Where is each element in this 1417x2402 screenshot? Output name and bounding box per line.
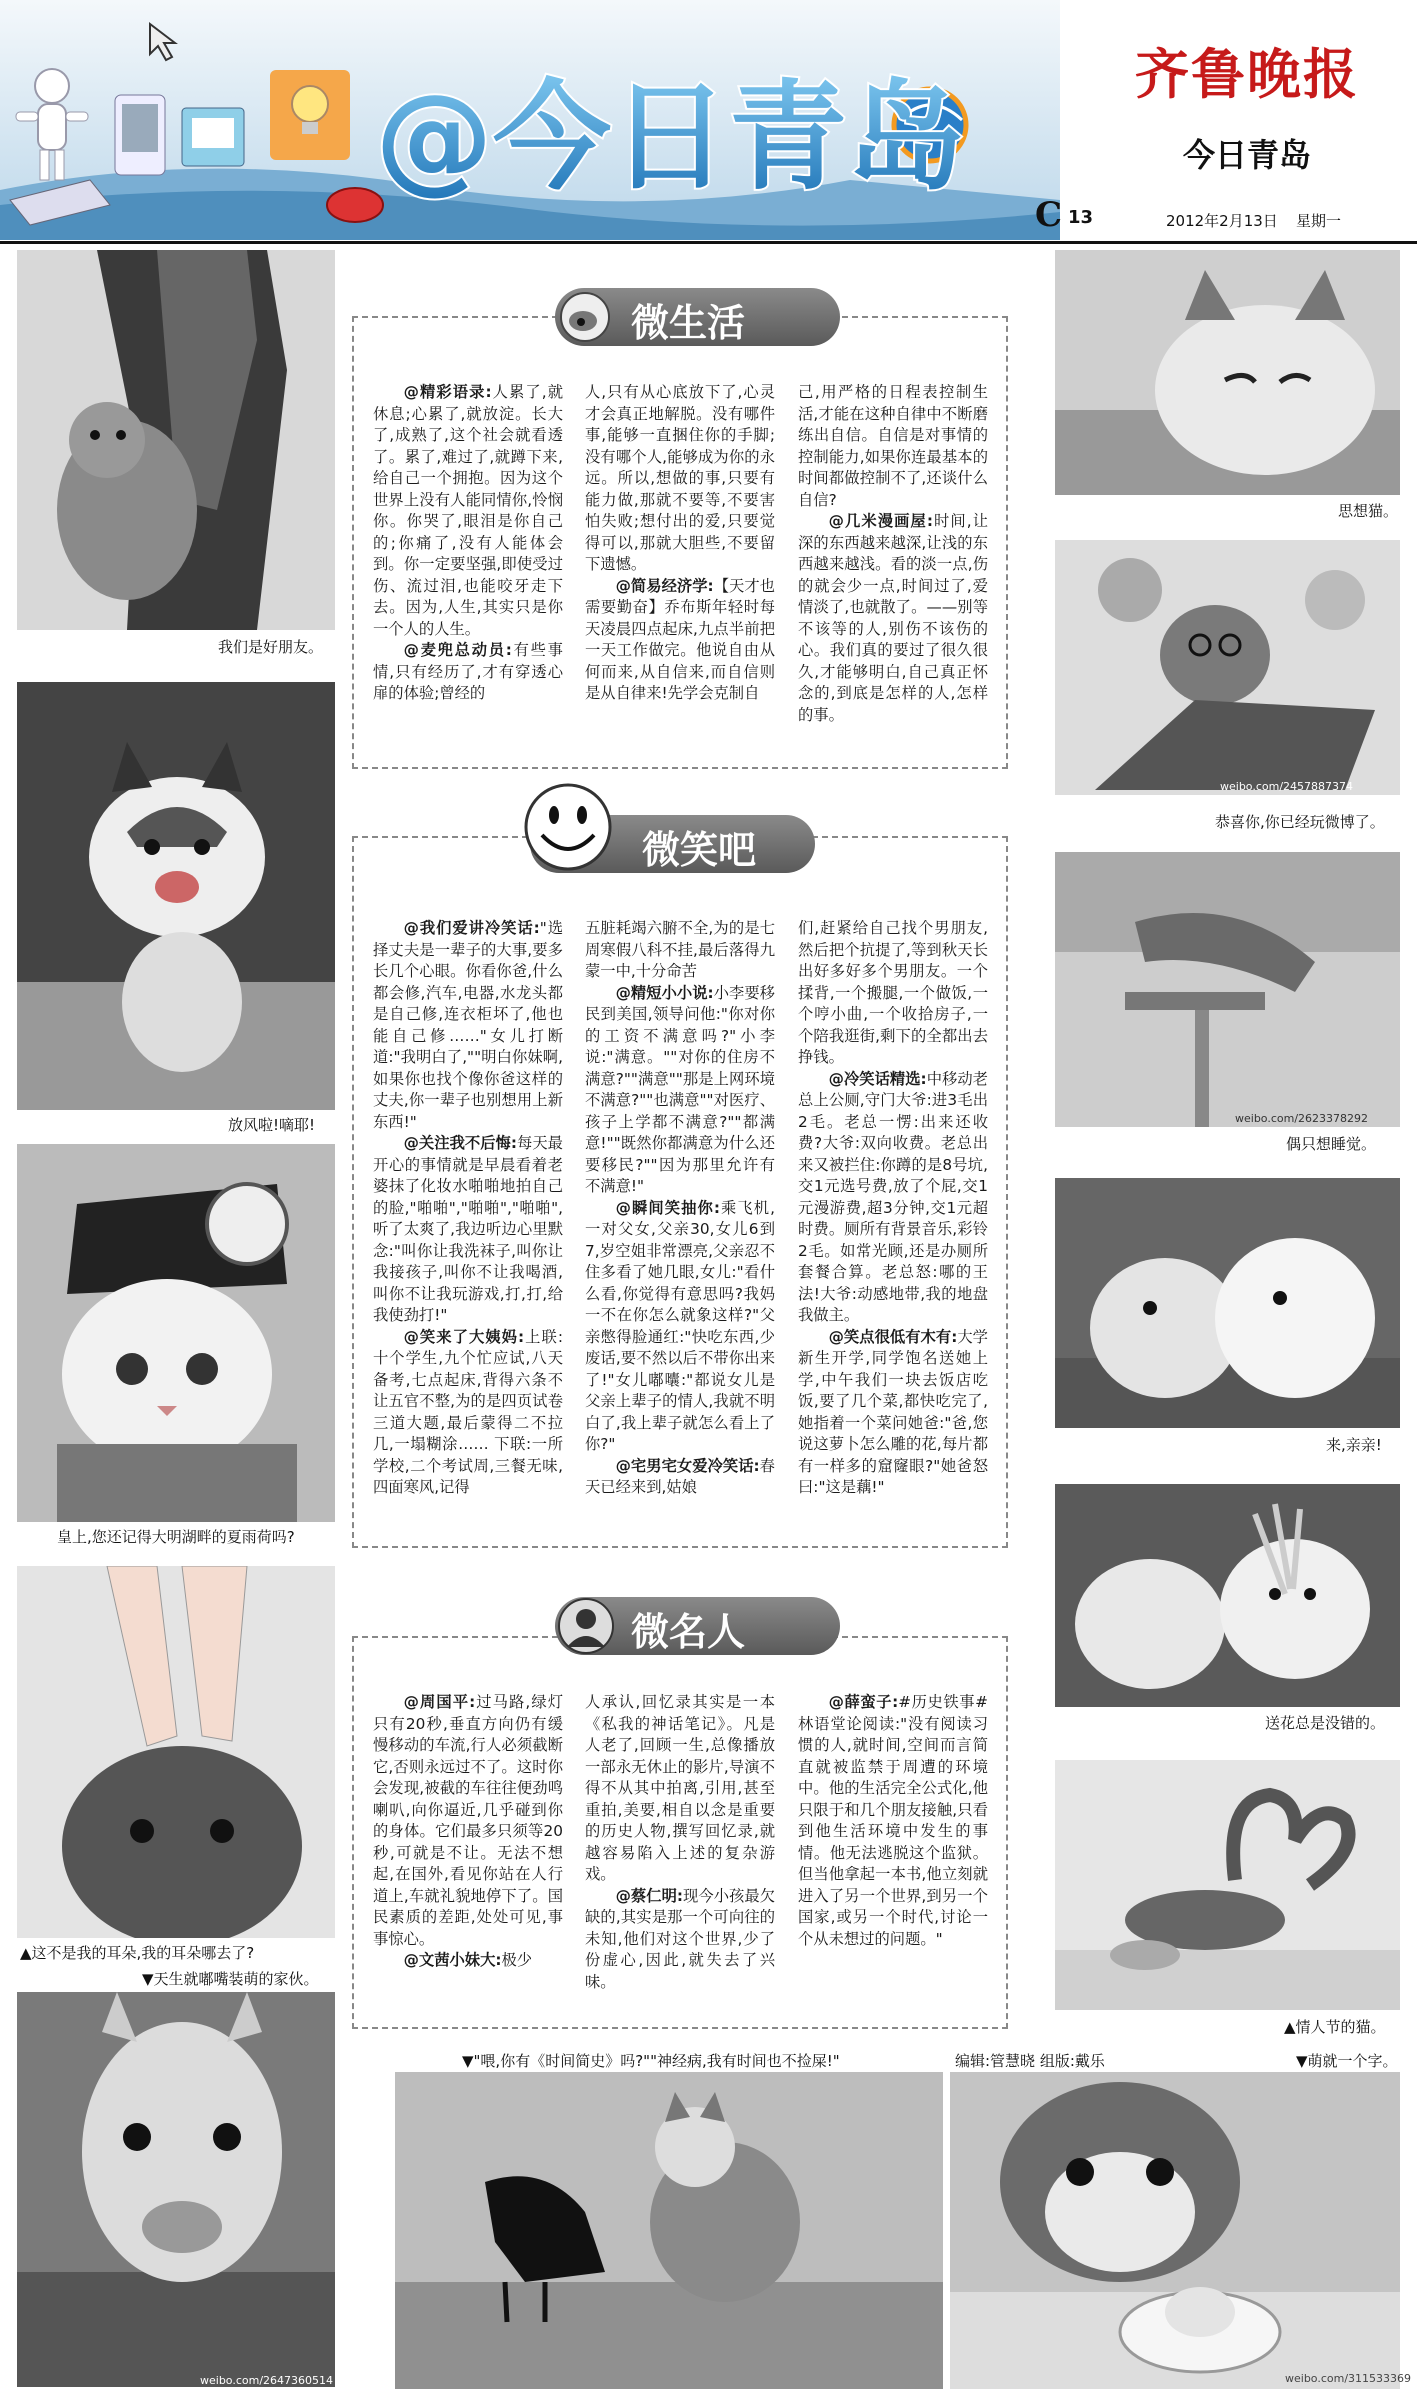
photo-alpaca xyxy=(17,1992,335,2387)
paper-name: 齐鲁晚报 xyxy=(1135,42,1359,106)
caption-right-6: ▲情人节的猫。 xyxy=(1284,2018,1386,2036)
caption-left-3: 皇上,您还记得大明湖畔的夏雨荷吗? xyxy=(57,1528,295,1546)
person-icon xyxy=(557,1597,615,1655)
micro-smile-col1: @我们爱讲冷笑话:"选择丈夫是一辈子的大事,要多长几个心眼。你看你爸,什么都会修,汽车,电器,水龙头都是自己修,连衣柜坏了,他也能自己修……"女儿打断道:"我明白了,""明白你妹啊,如果你也找个像你爸这样的丈夫,你一辈子也别想用上新东西!" @关注我不后悔:每天最开心的事情就是早晨看着老婆抹了化妆水啪啪地拍自己的脸,"啪啪","啪啪","啪啪",听了太爽了,我边听边心里默念:"叫你让我洗袜子,叫你让我接孩子,叫你不让我喝酒,叫你不让我玩游戏,打,打,给我使劲打!" @笑来了大姨妈:上联:十个学生,九个忙应试,八天备考,七点起床,背得六条不让五官不整,为的是四页试卷三道大题,最后蒙得二不拉几,一塌糊涂…… 下联:一所学校,二个考试周,三餐无味,四面寒风,记得 xyxy=(373,919,563,1496)
photo-horse-and-cat xyxy=(17,250,335,630)
photo-kitten-and-bunny xyxy=(950,2072,1400,2389)
caption-right-4: 来,亲亲! xyxy=(1326,1436,1382,1454)
micro-life-title: 微生活 xyxy=(631,301,746,345)
caption-right-5: 送花总是没错的。 xyxy=(1265,1714,1386,1732)
section-name: 今日青岛 xyxy=(1183,136,1312,174)
watermark-3: weibo.com/2647360514 xyxy=(200,2374,334,2387)
micro-smile-banner xyxy=(530,815,815,873)
caption-left-1: 我们是好朋友。 xyxy=(218,638,324,656)
photo-crow-and-cat xyxy=(395,2072,943,2389)
micro-celeb-title: 微名人 xyxy=(631,1610,746,1654)
photo-thinking-cat xyxy=(1055,250,1400,495)
smiley-icon xyxy=(518,779,618,875)
page-letter: C xyxy=(1035,195,1063,235)
caption-right-7: ▼萌就一个字。 xyxy=(1296,2052,1398,2070)
micro-smile-col2: 五脏耗竭六腑不全,为的是七周寒假八科不挂,最后落得九蒙一中,十分命苦 @精短小小说:小李要移民到美国,领导问他:"你对你的工资不满意吗?"小李说:"满意。""对你的住房不满意?""满意""那是上网环境不满意?""也满意""对医疗、孩子上学都不满意?""都满意!""既然你都满意为什么还要移民?""因为那里允许有不满意!" @瞬间笑抽你:乘飞机,一对父女,父亲30,女儿6到7,岁空姐非常漂亮,父亲忍不住多看了她几眼,女儿:"看什么看,你觉得有意思吗?我妈一不在你怎么就象这样?"父亲憋得脸通红:"快吃东西,少废话,要不然以后不带你出来了!"女儿嘟囔:"都说女儿是父亲上辈子的情人,我就不明白了,我上辈子就怎么看上了你?" @宅男宅女爱冷笑话:春天已经来到,姑娘 xyxy=(585,919,775,1496)
issue-date: 2012年2月13日 xyxy=(1166,212,1278,230)
lightbulb-icon xyxy=(270,70,350,160)
micro-life-col3: 己,用严格的日程表控制生活,才能在这种自律中不断磨练出自信。自信是对事情的控制能力,如果你连最基本的时间都做控制不了,还谈什么自信? @几米漫画屋:时间,让深的东西越来越深,让浅的东西越来越浅。看的淡一点,伤的就会少一点,时间过了,爱情淡了,也就散了。——别等不该等的人,别伤不该伤的心。我们真的要过了很久很久,才能够明白,自己真正怀念的,到底是怎样的人,怎样的事。 xyxy=(798,383,988,724)
page-number: 13 xyxy=(1068,207,1094,228)
micro-celeb-banner xyxy=(555,1597,840,1655)
masthead-rule xyxy=(0,241,1417,244)
photo-cat-in-costume xyxy=(17,1144,335,1522)
caption-right-2: 恭喜你,你已经玩微博了。 xyxy=(1215,813,1385,831)
issue-weekday: 星期一 xyxy=(1296,212,1342,230)
masthead-title: @今日青岛 xyxy=(375,68,966,206)
photo-sleeping-cat xyxy=(1055,852,1400,1127)
micro-life-col1: @精彩语录:人累了,就休息;心累了,就放淀。长大了,成熟了,这个社会就看透了。累了,难过了,就蹲下来,给自己一个拥抱。因为这个世界上没有人能同情你,怜悯你。你哭了,眼泪是你自己的;你痛了,没有人能体会到。你一定要坚强,即使受过伤、流过泪,也能咬牙走下去。因为,人生,其实只是你一个人的人生。 @麦兜总动员:有些事情,只有经历了,才有穿透心扉的体验;曾经的 xyxy=(373,383,563,702)
caption-right-3: 偶只想睡觉。 xyxy=(1286,1135,1377,1153)
tv-icon xyxy=(182,108,244,166)
caption-left-2: 放风啦!嘀耶! xyxy=(228,1116,316,1134)
photo-rabbit xyxy=(17,1566,335,1938)
micro-life-banner xyxy=(555,288,840,346)
weibo-icon xyxy=(559,291,611,343)
micro-celeb-col3: @薛蛮子:#历史铁事#林语堂论阅读:"没有阅读习惯的人,就时间,空间而言简直就被监禁于周遭的环境中。他的生活完全公式化,他只限于和几个朋友接触,只看到他生活环境中发生的事情。他无法逃脱这个监狱。但当他拿起一本书,他立刻就进入了另一个世界,到另一个国家,或另一个时代,讨论一个从未想过的问题。" xyxy=(798,1693,988,1948)
caption-left-5: ▼天生就嘟嘴装萌的家伙。 xyxy=(142,1970,319,1988)
phone-icon xyxy=(115,95,165,175)
micro-smile-title: 微笑吧 xyxy=(642,828,757,872)
photo-cat-with-laptop xyxy=(1055,540,1400,795)
micro-celeb-col1: @周国平:过马路,绿灯只有20秒,垂直方向仍有缓慢移动的车流,行人必须截断它,否则永远过不了。这时你会发现,被截的车往往便劲鸣喇叭,向你逼近,几乎碰到你的身体。它们最多只须等20秒,可就是不让。无法不想起,在国外,看见你站在人行道上,车就礼貌地停下了。国民素质的差距,处处可见,事事惊心。 @文茜小妹大:极少 xyxy=(373,1693,563,1969)
watermark-2: weibo.com/311533369 xyxy=(1285,2372,1412,2385)
photo-kissing-puppies xyxy=(1055,1178,1400,1428)
caption-right-1: 思想猫。 xyxy=(1338,502,1399,520)
photo-hamsters-with-flower xyxy=(1055,1484,1400,1707)
photo-valentine-cat xyxy=(1055,1760,1400,2010)
editor-credits: 编辑:管慧晓 组版:戴乐 xyxy=(955,2052,1105,2070)
micro-celeb-col2: 人承认,回忆录其实是一本《私我的神话笔记》。凡是人老了,回顾一生,总像播放一部永无休止的影片,导演不得不从其中拍离,引用,甚至重拍,美要,相自以念是重要的历史人物,撰写回忆录,就越容易陷入上述的复杂游戏。 @蔡仁明:现今小孩最欠缺的,其实是那一个可向往的未知,他们对这个世界,少了份虚心,因此,就失去了兴味。 xyxy=(585,1693,775,1991)
photo-puppy xyxy=(17,682,335,1110)
caption-left-4: ▲这不是我的耳朵,我的耳朵哪去了? xyxy=(20,1944,255,1962)
micro-life-col2: 人,只有从心底放下了,心灵才会真正地解脱。没有哪件事,能够一直捆住你的手脚;没有哪个人,能够成为你的永远。所以,想做的事,只要有能力做,那就不要等,不要害怕失败;想付出的爱,只要觉得可以,那就大胆些,不要留下遗憾。 @简易经济学:【天才也需要勤奋】乔布斯年轻时每天凌晨四点起床,九点半前把一天工作做完。他说自由从何而来,从自信来,而自信则是从自律来!先学会克制自 xyxy=(585,383,775,702)
masthead-art xyxy=(0,0,1063,240)
watermark-4: weibo.com/2623378292 xyxy=(1235,1112,1369,1125)
masthead xyxy=(0,0,1417,240)
watermark-1: weibo.com/2457887374 xyxy=(1220,780,1354,793)
bottom-caption: ▼"喂,你有《时间简史》吗?""神经病,我有时间也不捡屎!" xyxy=(462,2052,840,2070)
micro-smile-col3: 们,赶紧给自己找个男朋友,然后把个抗提了,等到秋天长出好多好多个男朋友。一个揉背,一个搬腿,一个做饭,一个哼小曲,一个收拾房子,一个陪我逛街,剩下的全都出去挣钱。 @冷笑话精选:中移动老总上公厕,守门大爷:进3毛出2毛。老总一愣:出来还收费?大爷:双向收费。老总出来又被拦住:你蹲的是8号坑,交1元选号费,放了个屁,交1元漫游费,超3分钟,交1元超时费。厕所有背景音乐,彩铃2毛。如常光顾,还是办厕所套餐合算。老总怒:哪的王法!大爷:动感地带,我的地盘我做主。 @笑点很低有木有:大学新生开学,同学饱名送她上学,中午我们一块去饭店吃饭,要了几个菜,都快吃完了,她指着一个菜问她爸:"爸,您说这萝卜怎么雕的花,每片都有一样多的窟窿眼?"她爸怒曰:"这是藕!" xyxy=(798,919,988,1496)
